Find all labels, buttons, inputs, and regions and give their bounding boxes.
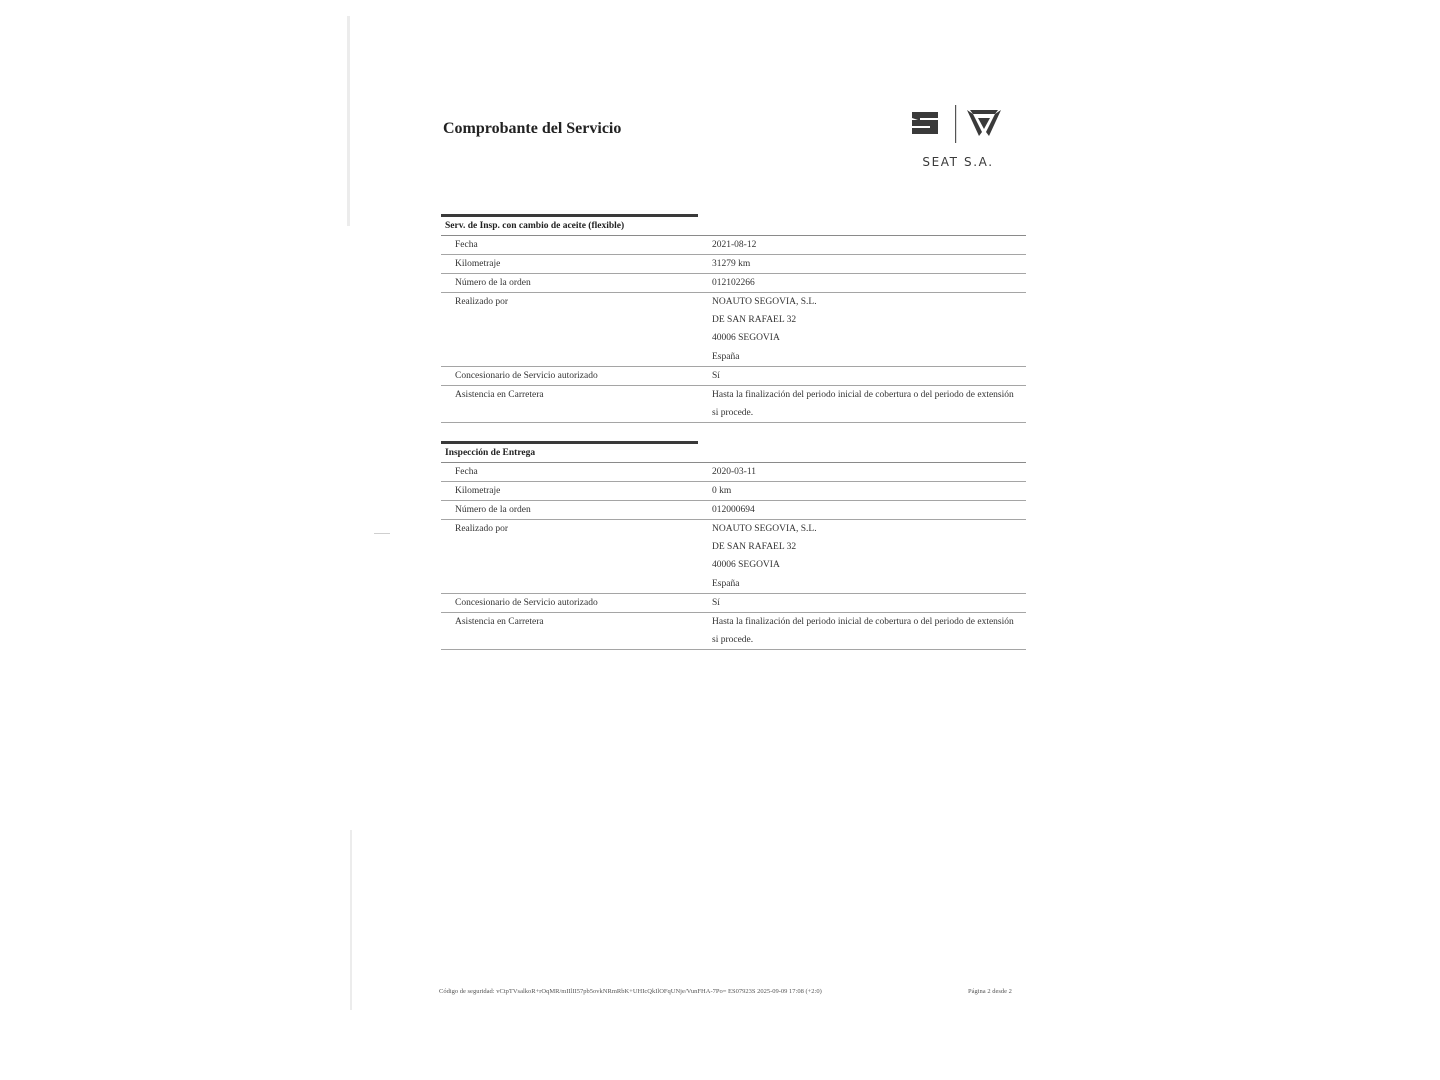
table-row: [441, 594, 1026, 613]
table-row: [441, 463, 1026, 482]
row-label: Fecha: [455, 467, 478, 477]
section-bar: [441, 214, 698, 217]
row-label: Asistencia en Carretera: [455, 390, 544, 400]
row-value: NOAUTO SEGOVIA, S.L.: [712, 524, 817, 534]
row-value: 2020-03-11: [712, 467, 756, 477]
table-row: [441, 501, 1026, 520]
service-section: [441, 217, 1026, 423]
row-value: 012000694: [712, 505, 755, 515]
row-label: Asistencia en Carretera: [455, 617, 544, 627]
section-title: Serv. de Insp. con cambio de aceite (flexible): [445, 221, 625, 231]
row-value: 2021-08-12: [712, 240, 757, 250]
row-label: Kilometraje: [455, 259, 501, 269]
seat-logo-icon: [912, 112, 938, 134]
row-label: Realizado por: [455, 297, 509, 307]
table-row: [441, 367, 1026, 386]
row-value: Hasta la finalización del periodo inicial de cobertura o del periodo de extensión: [712, 390, 1014, 400]
row-label: Concesionario de Servicio autorizado: [455, 598, 598, 608]
table-row: [441, 386, 1026, 423]
row-value: Sí: [712, 598, 720, 608]
security-code: Código de seguridad: vCtpTVsalkoR+rOqMR/mIIlII57pb5ovkNRmRbK+UHIcQkIlOFqUNje/VunFHA-7Po= ES07923S 2025-09-09 17:08 (+2:0): [439, 988, 822, 995]
table-row: [441, 236, 1026, 255]
table-row: [441, 520, 1026, 594]
row-value: 0 km: [712, 486, 732, 496]
row-values: [712, 524, 1026, 597]
row-label: Kilometraje: [455, 486, 501, 496]
page-number: Página 2 desde 2: [968, 988, 1012, 995]
row-value: España: [712, 578, 740, 589]
row-value: NOAUTO SEGOVIA, S.L.: [712, 297, 817, 307]
brand-name: SEAT S.A.: [922, 155, 994, 169]
scan-mark: [374, 533, 390, 534]
row-values: [712, 297, 1026, 370]
delivery-section: [441, 444, 1026, 650]
document-title: Comprobante del Servicio: [443, 120, 622, 137]
row-value: DE SAN RAFAEL 32: [712, 315, 797, 326]
section-header: [441, 444, 1026, 463]
row-value: si procede.: [712, 635, 754, 646]
row-value: si procede.: [712, 408, 754, 419]
row-value: 40006 SEGOVIA: [712, 560, 780, 571]
table-row: [441, 274, 1026, 293]
row-value: Sí: [712, 371, 720, 381]
row-label: Número de la orden: [455, 505, 531, 515]
table-row: [441, 255, 1026, 274]
cupra-logo-icon: [967, 110, 1001, 136]
section-header: [441, 217, 1026, 236]
row-value: 012102266: [712, 278, 755, 288]
row-value: 31279 km: [712, 259, 751, 269]
section-bar: [441, 441, 698, 444]
table-row: [441, 482, 1026, 501]
row-value: 40006 SEGOVIA: [712, 333, 780, 344]
row-label: Fecha: [455, 240, 478, 250]
table-row: [441, 293, 1026, 367]
row-label: Realizado por: [455, 524, 509, 534]
logo-divider: [955, 105, 956, 143]
row-value: Hasta la finalización del periodo inicial de cobertura o del periodo de extensión: [712, 617, 1014, 627]
section-title: Inspección de Entrega: [445, 448, 536, 458]
row-label: Concesionario de Servicio autorizado: [455, 371, 598, 381]
row-value: DE SAN RAFAEL 32: [712, 542, 797, 553]
row-label: Número de la orden: [455, 278, 531, 288]
row-values: [712, 617, 1026, 653]
row-value: España: [712, 351, 740, 362]
scan-mark: [347, 16, 350, 226]
row-values: [712, 390, 1026, 426]
scan-mark: [350, 830, 352, 1010]
table-row: [441, 613, 1026, 650]
